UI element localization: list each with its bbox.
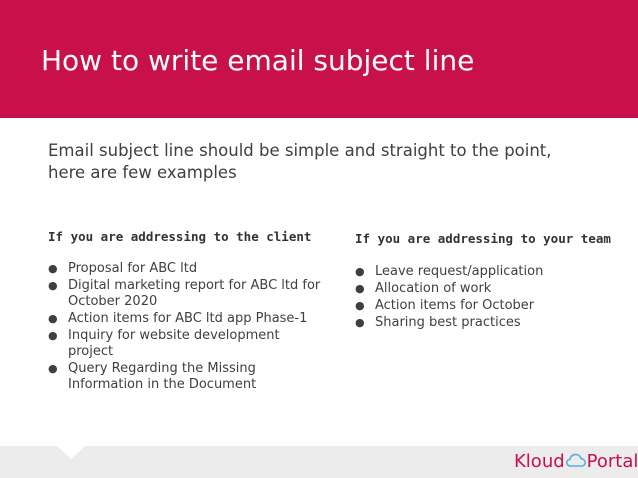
list-item (355, 264, 625, 280)
list-item (48, 311, 323, 327)
client-examples-list (48, 261, 323, 393)
list-item-text: Inquiry for website development project (68, 328, 280, 359)
bullet-icon: ● (48, 262, 58, 275)
intro-text: Email subject line should be simple and straight to the point, here are few examples (48, 141, 552, 182)
bullet-icon: ● (48, 329, 58, 342)
bullet-icon: ● (355, 282, 365, 295)
list-item-text: Digital marketing report for ABC ltd for October 2020 (68, 278, 321, 309)
title-banner (0, 0, 638, 118)
cloud-icon (566, 450, 586, 474)
list-item (355, 281, 625, 297)
bullet-icon: ● (48, 312, 58, 325)
slide-title: How to write email subject line (41, 44, 475, 77)
list-item (48, 328, 323, 360)
team-column-heading: If you are addressing to your team (355, 231, 611, 246)
bullet-icon: ● (355, 265, 365, 278)
list-item (355, 298, 625, 314)
footer-notch (57, 446, 85, 459)
bullet-icon: ● (48, 279, 58, 292)
logo-text-portal: Portal (586, 451, 638, 472)
logo-text-kloud: Kloud (514, 451, 565, 472)
bullet-icon: ● (355, 316, 365, 329)
list-item (48, 261, 323, 277)
list-item-text: Allocation of work (375, 281, 492, 296)
kloudportal-logo (514, 450, 638, 474)
list-item-text: Action items for October (375, 298, 535, 313)
bullet-icon: ● (355, 299, 365, 312)
team-examples-list (355, 264, 625, 331)
list-item-text: Leave request/application (375, 264, 544, 279)
bullet-icon: ● (48, 362, 58, 375)
team-column (355, 231, 625, 332)
list-item-text: Query Regarding the Missing Information in the Document (68, 361, 257, 392)
client-column (48, 229, 323, 394)
client-column-heading: If you are addressing to the client (48, 229, 312, 244)
list-item-text: Action items for ABC ltd app Phase-1 (68, 311, 308, 326)
list-item (355, 315, 625, 331)
list-item (48, 278, 323, 310)
list-item-text: Sharing best practices (375, 315, 521, 330)
list-item (48, 361, 323, 393)
list-item-text: Proposal for ABC ltd (68, 261, 198, 276)
